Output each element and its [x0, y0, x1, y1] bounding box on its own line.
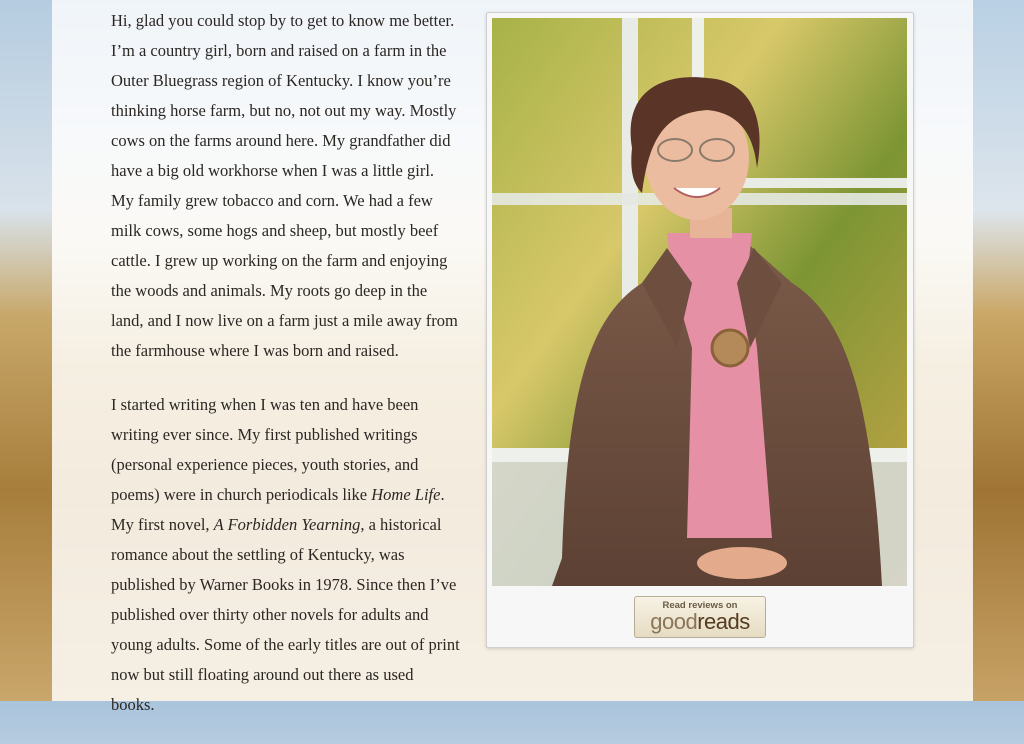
about-paragraph-1: Hi, glad you could stop by to get to know me better. I’m a country girl, born and raised on a farm in the Outer Bluegrass region of Kentucky. I know you’re thinking horse farm, but no, not out my way. Mostly cows on the farms around here. My grandfather did have a big old workhorse when I was a little girl. My family grew tobacco and corn. We had a few milk cows, some hogs and sheep, but mostly beef cattle. I grew up working on the farm and enjoying the woods and animals. My roots go deep in the land, and I now live on a farm just a mile away from the farmhouse where I was born and raised.	[111, 11, 458, 360]
goodreads-logo: goodreads	[650, 609, 750, 634]
author-photo-frame	[486, 12, 914, 648]
about-paragraph-2: I started writing when I was ten and have been writing ever since. My first published writings (personal experience pieces, youth stories, and poems) were in church periodicals like Home Life. My first novel, A Forbidden Yearning, a historical romance about the settling of Kentucky, was published by Warner Books in 1978. Since then I’ve published over thirty other novels for adults and young adults. Some of the early titles are out of print now but still floating around out there as used books.	[111, 395, 460, 714]
background-right	[972, 0, 1024, 701]
author-photo	[492, 18, 907, 586]
goodreads-badge[interactable]	[634, 596, 766, 638]
author-photo-image	[492, 18, 907, 586]
background-left	[0, 0, 52, 701]
goodreads-badge-caption: Read reviews on	[662, 600, 738, 611]
content-panel	[52, 0, 973, 714]
